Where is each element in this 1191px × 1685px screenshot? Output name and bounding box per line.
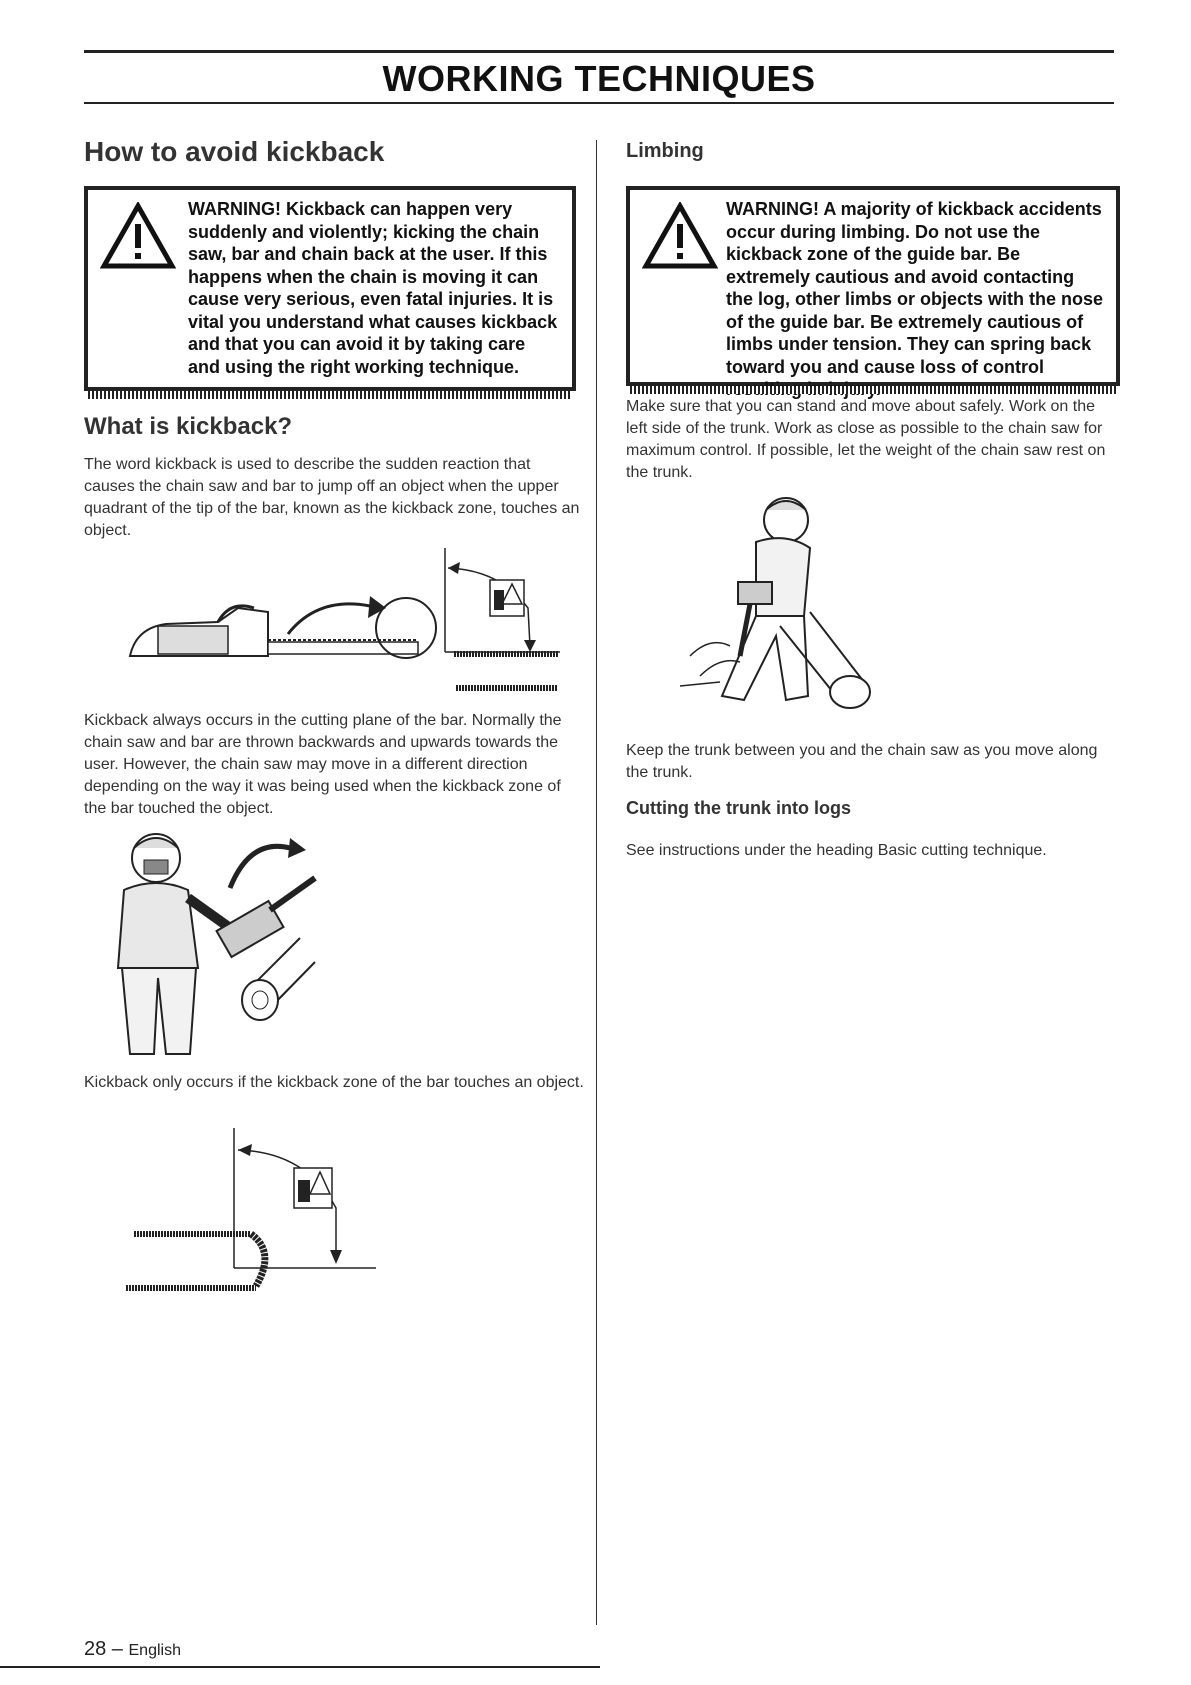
- paragraph-kickback-direction: Kickback always occurs in the cutting plane of the bar. Normally the chain saw and bar are thrown backwards and upwards towards the user. However, the chain saw may move in a different direction depending on the way it was being used when the kickback zone of the bar touched the object.: [84, 712, 562, 817]
- paragraph-limbing-safety: Make sure that you can stand and move about safely. Work on the left side of the trunk. Work as close as possible to the chain saw for maximum control. If possible, let the weight of the chain saw rest on the trunk.: [626, 398, 1106, 481]
- warning-box-limbing: [626, 186, 1120, 386]
- warning-triangle-icon: [642, 202, 718, 270]
- subheading-what-is-kickback: What is kickback?: [84, 413, 293, 440]
- paragraph-kickback-definition: The word kickback is used to describe the sudden reaction that causes the chain saw and bar to jump off an object when the upper quadrant of the tip of the bar, known as the kickback zone, touches an object.: [84, 456, 580, 539]
- header-rule-bottom: [84, 102, 1114, 104]
- page-footer: [84, 1638, 181, 1661]
- header-rule-top: [84, 50, 1114, 53]
- section-heading-kickback: How to avoid kickback: [84, 136, 385, 167]
- warning-text-kickback: WARNING! Kickback can happen very suddenly and violently; kicking the chain saw, bar and chain back at the user. If this happens when the chain is moving it can cause very serious, even fatal injuries. It is vital you understand what causes kickback and that you can avoid it by taking care and using the right working technique.: [188, 199, 558, 377]
- paragraph-kickback-zone-contact: Kickback only occurs if the kickback zone of the bar touches an object.: [84, 1074, 584, 1091]
- warning-text-limbing: WARNING! A majority of kickback accidents occur during limbing. Do not use the kickback zone of the guide bar. Be extremely cautious and avoid contacting the log, other limbs or objects with the nose of the guide bar. Be extremely cautious of limbs under tension. They can spring back toward you and cause loss of control: [726, 199, 1104, 377]
- subheading-cutting-trunk: Cutting the trunk into logs: [626, 798, 851, 818]
- page-number-dash: –: [106, 1638, 129, 1660]
- bar-tip-contact-diagram: [116, 1128, 386, 1318]
- paragraph-cutting-instructions: See instructions under the heading Basic cutting technique.: [626, 842, 1047, 859]
- section-heading-limbing: Limbing: [626, 140, 704, 162]
- paragraph-keep-trunk-between: Keep the trunk between you and the chain saw as you move along the trunk.: [626, 742, 1098, 781]
- page-title: WORKING TECHNIQUES: [382, 58, 816, 99]
- operator-kickback-illustration: [100, 818, 320, 1058]
- page-number: 28: [84, 1638, 107, 1660]
- column-divider: [596, 140, 597, 1625]
- object-obstacle-diagram: [420, 548, 560, 663]
- footer-rule: [0, 1666, 600, 1668]
- footer-language: English: [128, 1642, 181, 1659]
- warning-stripe: [630, 386, 1116, 394]
- limbing-operator-illustration: [660, 486, 880, 721]
- warning-box-kickback: [84, 186, 576, 391]
- warning-triangle-icon: [100, 202, 176, 270]
- warning-stripe: [88, 391, 572, 399]
